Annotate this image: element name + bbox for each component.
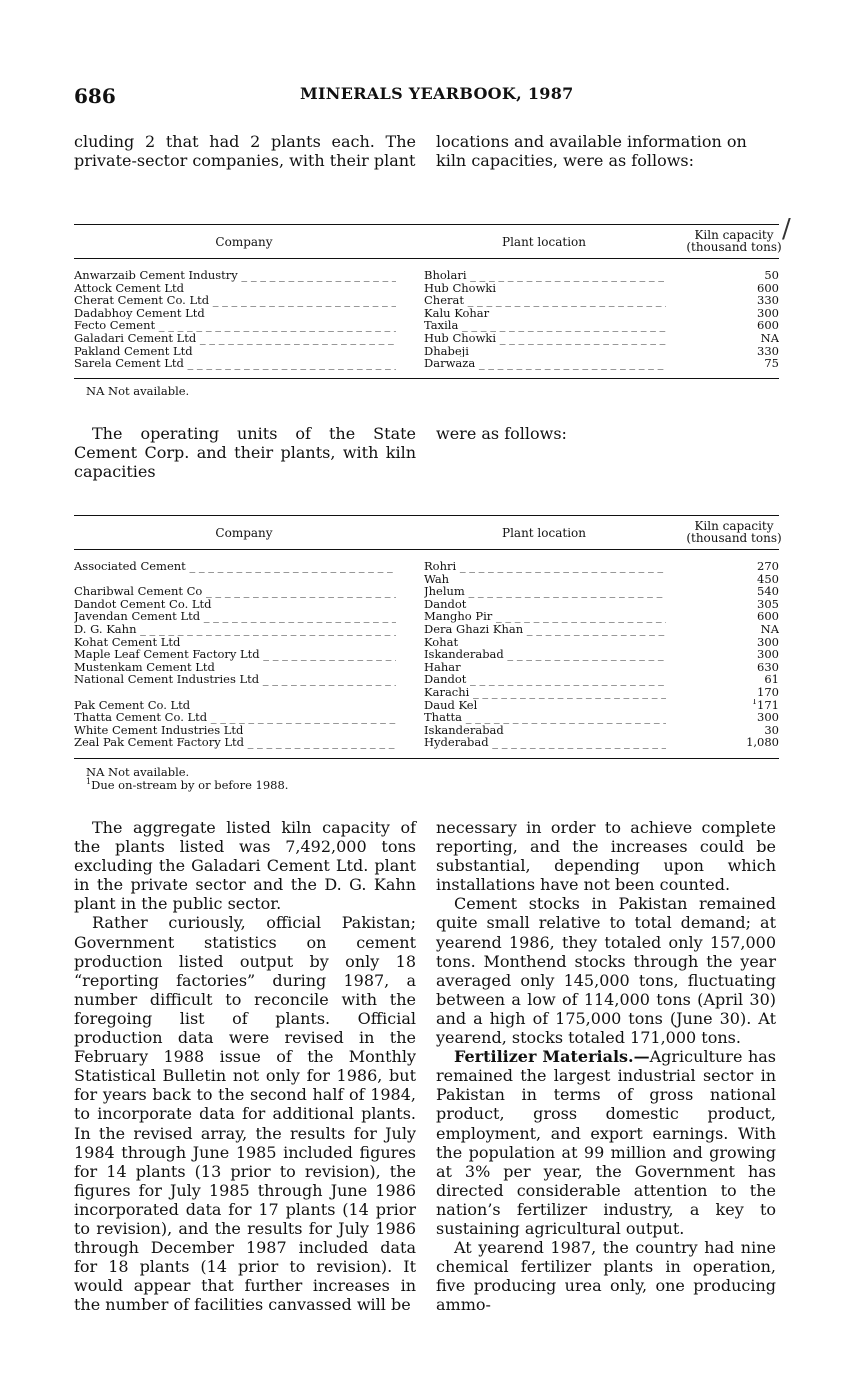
company-name: Mustenkam Cement Ltd bbox=[74, 660, 215, 674]
company-name: Charibwal Cement Co bbox=[74, 585, 203, 598]
table-header-rule bbox=[74, 549, 779, 550]
kiln-capacity: 600 bbox=[757, 319, 779, 332]
table-note: NA Not available. bbox=[86, 384, 190, 398]
capacity-cell bbox=[674, 585, 779, 598]
column-header-location: Plant location bbox=[502, 526, 586, 540]
middle-right-text: were as follows: bbox=[436, 424, 567, 443]
body-paragraph: The aggregate listed kiln capacity of the plants listed was 7,492,000 tons excluding the Galadari Cement Ltd. plant in the private sector and the D. G. Kahn plant in the public sector. bbox=[74, 818, 416, 914]
table-row bbox=[74, 282, 779, 295]
table-row bbox=[74, 673, 779, 686]
table-row bbox=[74, 686, 779, 699]
company-cell bbox=[74, 560, 396, 573]
kiln-capacity: 61 bbox=[764, 673, 779, 686]
company-name: Thatta Cement Co. Ltd bbox=[74, 711, 208, 724]
location-cell bbox=[424, 736, 666, 749]
capacity-cell bbox=[674, 636, 779, 649]
plant-location: Kalu Kohar bbox=[424, 306, 490, 320]
company-cell bbox=[74, 307, 396, 320]
kiln-capacity: 300 bbox=[757, 306, 779, 320]
plant-location: Kohat bbox=[424, 635, 459, 649]
location-cell bbox=[424, 573, 666, 586]
table-row bbox=[74, 294, 779, 307]
plant-location: Darwaza bbox=[424, 357, 476, 370]
intro-left-text: cluding 2 that had 2 plants each. The private-sector companies, with their plant bbox=[74, 132, 416, 170]
kiln-capacity: NA bbox=[760, 622, 779, 636]
kiln-capacity: 171 bbox=[757, 698, 779, 712]
location-cell bbox=[424, 610, 666, 623]
capacity-cell bbox=[674, 294, 779, 307]
company-cell bbox=[74, 661, 396, 674]
location-cell bbox=[424, 648, 666, 661]
body-paragraph: Rather curiously, official Pakistan; Government statistics on cement production listed output by only 18 “reporting factories” during 1987, a number difficult to reconcile with the foregoing list of plants. Official production data were revised in the February 1988 issue of the Monthly Statistical Bulletin not only for 1986, but for years back to the second half of 1984, to incorporate data for additional plants. In the revised array, the results for July 1984 through June 1985 included figures for 14 plants (13 prior to revision), the figures for July 1985 through June 1986 incorporated data for 17 plants (14 prior to revision), and the results for July 1986 through December 1987 included data for 18 plants (14 prior to revision). It would appear that further increases in the number of facilities canvassed will be bbox=[74, 913, 416, 1315]
table-row bbox=[74, 598, 779, 611]
location-cell bbox=[424, 598, 666, 611]
plant-location: Karachi bbox=[424, 685, 470, 699]
table-row bbox=[74, 269, 779, 282]
pen-mark: / bbox=[782, 214, 791, 244]
company-cell bbox=[74, 636, 396, 649]
company-cell bbox=[74, 699, 396, 712]
capacity-cell bbox=[674, 282, 779, 295]
table-row bbox=[74, 573, 779, 586]
location-cell bbox=[424, 319, 666, 332]
column-header-location: Plant location bbox=[502, 235, 586, 249]
capacity-cell bbox=[674, 573, 779, 586]
kiln-capacity: 540 bbox=[757, 585, 779, 598]
table-bottom-rule bbox=[74, 378, 779, 379]
section-heading: Fertilizer Materials.— bbox=[454, 1047, 650, 1067]
company-name: Maple Leaf Cement Factory Ltd bbox=[74, 648, 260, 661]
table-row bbox=[74, 610, 779, 623]
capacity-cell bbox=[674, 269, 779, 282]
company-cell bbox=[74, 345, 396, 358]
kiln-capacity: 300 bbox=[757, 711, 779, 724]
middle-left-text: The operating units of the State Cement Corp. and their plants, with kiln capacities bbox=[74, 424, 416, 481]
company-cell bbox=[74, 357, 396, 370]
company-cell bbox=[74, 736, 396, 749]
company-name: Pak Cement Co. Ltd bbox=[74, 698, 191, 712]
plant-location: Dhabeji bbox=[424, 344, 469, 358]
table-row bbox=[74, 319, 779, 332]
table-row bbox=[74, 332, 779, 345]
capacity-header-line1: Kiln capacity bbox=[694, 519, 774, 533]
location-cell bbox=[424, 357, 666, 370]
capacity-header-line2: (thousand tons) bbox=[686, 531, 782, 545]
capacity-cell bbox=[674, 724, 779, 737]
capacity-header-line1: Kiln capacity bbox=[694, 228, 774, 242]
footnote-mark: 1 bbox=[751, 698, 758, 706]
table-body bbox=[74, 560, 779, 749]
company-name: Cherat Cement Co. Ltd bbox=[74, 294, 210, 307]
kiln-capacity: 300 bbox=[757, 635, 779, 649]
plant-location: Hahar bbox=[424, 660, 461, 674]
kiln-capacity: 305 bbox=[757, 597, 779, 611]
location-cell bbox=[424, 282, 666, 295]
company-name: D. G. Kahn bbox=[74, 622, 137, 636]
plant-location: Bholari bbox=[424, 269, 467, 282]
capacity-cell bbox=[674, 661, 779, 674]
kiln-capacity: 170 bbox=[757, 685, 779, 699]
location-cell bbox=[424, 269, 666, 282]
capacity-cell bbox=[674, 345, 779, 358]
table-top-rule bbox=[74, 224, 779, 225]
kiln-capacity: 300 bbox=[757, 648, 779, 661]
middle-left-column bbox=[74, 424, 416, 481]
location-cell bbox=[424, 686, 666, 699]
capacity-cell bbox=[674, 686, 779, 699]
capacity-cell bbox=[674, 648, 779, 661]
company-cell bbox=[74, 724, 396, 737]
table-row bbox=[74, 736, 779, 749]
company-name: White Cement Industries Ltd bbox=[74, 723, 244, 737]
plant-location: Hyderabad bbox=[424, 736, 489, 749]
body-paragraph: necessary in order to achieve complete reporting, and the increases could be substantial, depending upon which installations have not been counted. bbox=[436, 818, 776, 895]
location-cell bbox=[424, 623, 666, 636]
body-paragraph: Cement stocks in Pakistan remained quite small relative to total demand; at yearend 1986, they totaled only 157,000 tons. Monthend stocks through the year averaged only 145,000 tons, fluctuating between a low of 114,000 tons (April 30) and a high of 175,000 tons (June 30). At yearend, stocks totaled 171,000 tons. bbox=[436, 894, 776, 1048]
kiln-capacity: 50 bbox=[764, 269, 779, 282]
plant-location: Dera Ghazi Khan bbox=[424, 622, 524, 636]
location-cell bbox=[424, 560, 666, 573]
kiln-capacity: 600 bbox=[757, 610, 779, 623]
company-name: Anwarzaib Cement Industry bbox=[74, 269, 238, 282]
company-name: Sarela Cement Ltd bbox=[74, 357, 184, 370]
capacity-cell bbox=[674, 736, 779, 749]
company-name: Javendan Cement Ltd bbox=[74, 610, 201, 623]
body-paragraph: Fertilizer Materials.—Agriculture has remained the largest industrial sector in Pakistan in terms of gross national product, gross domestic product, employment, and export earnings. With the population at 99 million and growing at 3% per year, the Government has directed considerable attention to the nation’s fertilizer industry, a key to sustaining agricultural output. bbox=[436, 1047, 776, 1238]
table-row bbox=[74, 648, 779, 661]
table-row bbox=[74, 711, 779, 724]
table-note bbox=[86, 766, 288, 792]
column-header-capacity bbox=[684, 229, 784, 253]
plant-location: Rohri bbox=[424, 560, 457, 573]
table-bottom-rule bbox=[74, 758, 779, 759]
capacity-cell bbox=[674, 610, 779, 623]
kiln-capacity: 30 bbox=[764, 723, 779, 737]
middle-right-column bbox=[436, 424, 776, 443]
company-cell bbox=[74, 673, 396, 686]
location-cell bbox=[424, 661, 666, 674]
plant-location: Thatta bbox=[424, 711, 463, 724]
company-name: Fecto Cement bbox=[74, 319, 156, 332]
company-cell bbox=[74, 623, 396, 636]
footnote-mark: 1 bbox=[86, 777, 92, 787]
table-row bbox=[74, 724, 779, 737]
table-header-rule bbox=[74, 258, 779, 259]
capacity-cell bbox=[674, 673, 779, 686]
capacity-cell bbox=[674, 560, 779, 573]
company-name: Dadabhoy Cement Ltd bbox=[74, 306, 205, 320]
table-row bbox=[74, 623, 779, 636]
capacity-cell bbox=[674, 699, 779, 712]
intro-left-column bbox=[74, 132, 416, 170]
company-name: Pakland Cement Ltd bbox=[74, 344, 193, 358]
kiln-capacity: 630 bbox=[757, 660, 779, 674]
plant-location: Daud Kel bbox=[424, 698, 478, 712]
table-row bbox=[74, 307, 779, 320]
location-cell bbox=[424, 294, 666, 307]
footnote bbox=[86, 779, 288, 792]
company-cell bbox=[74, 711, 396, 724]
column-header-company: Company bbox=[215, 526, 273, 540]
plant-location: Jhelum bbox=[424, 585, 465, 598]
location-cell bbox=[424, 307, 666, 320]
company-name: Attock Cement Ltd bbox=[74, 281, 184, 295]
table-row bbox=[74, 585, 779, 598]
kiln-capacity: 1,080 bbox=[746, 736, 779, 749]
capacity-cell bbox=[674, 332, 779, 345]
table-row bbox=[74, 345, 779, 358]
company-name: Galadari Cement Ltd bbox=[74, 331, 197, 345]
company-name: Kohat Cement Ltd bbox=[74, 635, 181, 649]
location-cell bbox=[424, 699, 666, 712]
body-left-column bbox=[74, 818, 416, 1314]
company-name: Dandot Cement Co. Ltd bbox=[74, 597, 212, 611]
kiln-capacity: 450 bbox=[757, 572, 779, 586]
location-cell bbox=[424, 724, 666, 737]
location-cell bbox=[424, 585, 666, 598]
column-header-capacity bbox=[684, 520, 784, 544]
company-cell bbox=[74, 332, 396, 345]
plant-location: Hub Chowki bbox=[424, 331, 497, 345]
body-right-column bbox=[436, 818, 776, 1314]
location-cell bbox=[424, 345, 666, 358]
plant-location: Cherat bbox=[424, 294, 464, 307]
location-cell bbox=[424, 636, 666, 649]
company-cell bbox=[74, 269, 396, 282]
column-header-company: Company bbox=[215, 235, 273, 249]
table-row bbox=[74, 636, 779, 649]
footnote-text: Due on-stream by or before 1988. bbox=[91, 778, 289, 792]
intro-right-column bbox=[436, 132, 776, 170]
capacity-cell bbox=[674, 319, 779, 332]
company-cell bbox=[74, 319, 396, 332]
kiln-capacity: 75 bbox=[764, 357, 779, 370]
capacity-cell bbox=[674, 307, 779, 320]
capacity-cell bbox=[674, 711, 779, 724]
company-cell bbox=[74, 294, 396, 307]
table-row bbox=[74, 699, 779, 712]
table-row bbox=[74, 357, 779, 370]
kiln-capacity: 330 bbox=[757, 294, 779, 307]
table-top-rule bbox=[74, 515, 779, 516]
location-cell bbox=[424, 673, 666, 686]
kiln-capacity: 270 bbox=[757, 560, 779, 573]
plant-location: Dandot bbox=[424, 597, 467, 611]
plant-location: Hub Chowki bbox=[424, 281, 497, 295]
plant-location: Mangho Pir bbox=[424, 610, 493, 623]
table-body bbox=[74, 269, 779, 370]
capacity-cell bbox=[674, 598, 779, 611]
kiln-capacity: 330 bbox=[757, 344, 779, 358]
company-cell bbox=[74, 648, 396, 661]
page-number: 686 bbox=[74, 84, 116, 108]
location-cell bbox=[424, 711, 666, 724]
company-cell bbox=[74, 610, 396, 623]
plant-location: Iskanderabad bbox=[424, 648, 504, 661]
company-name: Zeal Pak Cement Factory Ltd bbox=[74, 736, 244, 749]
kiln-capacity: 600 bbox=[757, 281, 779, 295]
kiln-capacity: NA bbox=[760, 331, 779, 345]
na-note: NA Not available. bbox=[86, 765, 190, 779]
running-header: MINERALS YEARBOOK, 1987 bbox=[300, 84, 574, 103]
company-cell bbox=[74, 282, 396, 295]
capacity-cell bbox=[674, 357, 779, 370]
location-cell bbox=[424, 332, 666, 345]
capacity-cell bbox=[674, 623, 779, 636]
plant-location: Taxila bbox=[424, 319, 459, 332]
intro-right-text: locations and available information on kiln capacities, were as follows: bbox=[436, 132, 747, 170]
plant-location: Wah bbox=[424, 572, 450, 586]
table-row bbox=[74, 560, 779, 573]
capacity-header-line2: (thousand tons) bbox=[686, 240, 782, 254]
company-name: National Cement Industries Ltd bbox=[74, 673, 260, 686]
plant-location: Dandot bbox=[424, 673, 467, 686]
table-row bbox=[74, 661, 779, 674]
company-cell bbox=[74, 585, 396, 598]
company-name: Associated Cement bbox=[74, 560, 186, 573]
plant-location: Iskanderabad bbox=[424, 723, 504, 737]
company-cell bbox=[74, 598, 396, 611]
body-paragraph: At yearend 1987, the country had nine chemical fertilizer plants in operation, five producing urea only, one producing ammo- bbox=[436, 1238, 776, 1315]
